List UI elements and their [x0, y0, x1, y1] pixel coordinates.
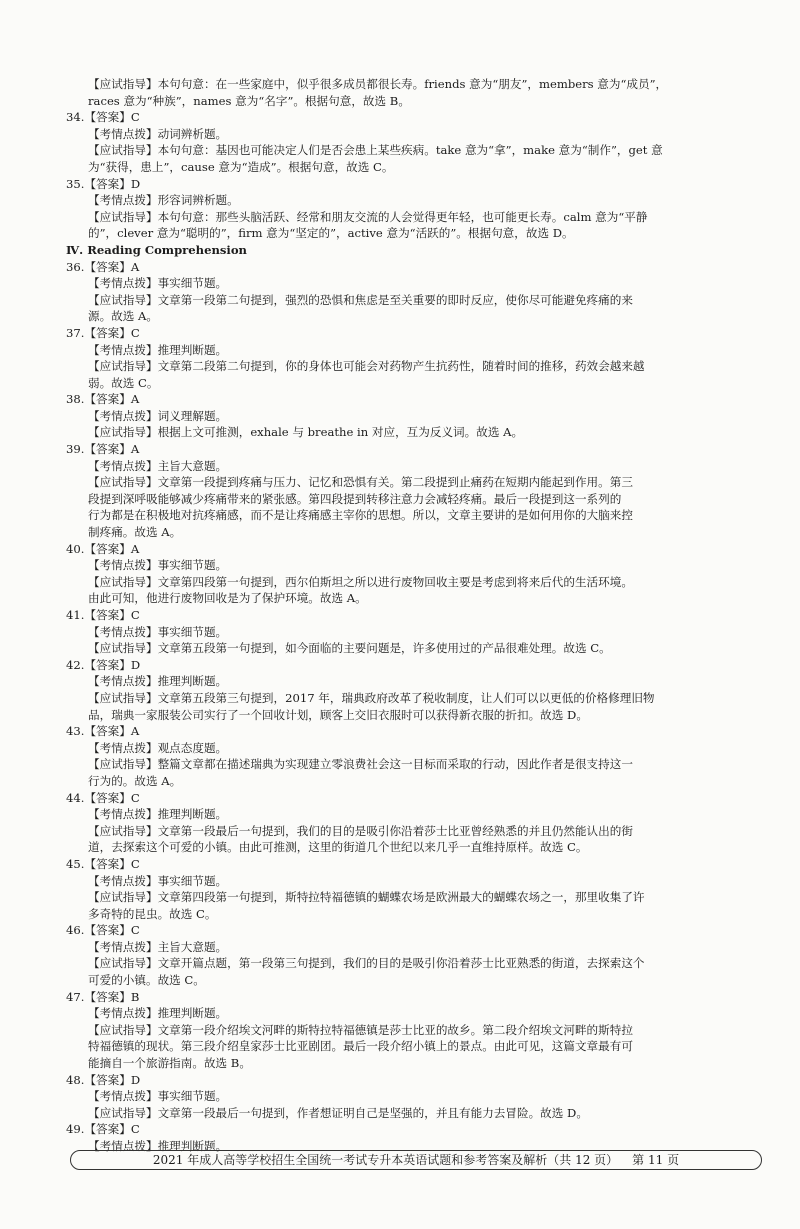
text-line: 由此可知，他进行废物回收是为了保护环境。故选 A。 — [88, 591, 367, 606]
text-line: 可爱的小镇。故选 C。 — [88, 973, 205, 988]
text-line: races 意为“种族”，names 意为“名字”。根据句意，故选 B。 — [88, 93, 410, 108]
text-line: 的”，clever 意为“聪明的”，firm 意为“坚定的”，active 意为“活跃的”。根据句意，故选 D。 — [88, 226, 574, 241]
text-line: 【应试指导】文章第一段第二句提到，强烈的恐惧和焦虑是至关重要的即时反应，使你尽可能避免疼痛的来 — [88, 292, 633, 307]
text-line: 45.【答案】C — [66, 856, 140, 871]
text-line: 【考情点拨】动词辨析题。 — [88, 126, 228, 141]
text-line: 【考情点拨】主旨大意题。 — [88, 939, 228, 954]
text-line: 47.【答案】B — [66, 989, 140, 1004]
footer-title: 2021 年成人高等学校招生全国统一考试专升本英语试题和参考答案及解析（共 12 页） — [152, 1153, 619, 1167]
text-line: 为“获得，患上”，cause 意为“造成”。根据句意，故选 C。 — [88, 159, 394, 174]
text-line: 42.【答案】D — [66, 657, 141, 672]
text-line: 【应试指导】本句句意：那些头脑活跃、经常和朋友交流的人会觉得更年轻，也可能更长寿。calm 意为“平静 — [88, 209, 648, 224]
text-line: 【应试指导】文章第五段第三句提到，2017 年，瑞典政府改革了税收制度，让人们可以以更低的价格修理旧物 — [88, 690, 655, 705]
page-footer — [70, 1150, 762, 1170]
text-line: 41.【答案】C — [66, 608, 140, 622]
text-line: 37.【答案】C — [66, 325, 140, 340]
section-heading: Ⅳ. Reading Comprehension — [66, 242, 247, 257]
text-line: 【考情点拨】推理判断题。 — [88, 342, 228, 357]
text-line: 行为的。故选 A。 — [88, 773, 182, 788]
text-line: 【应试指导】文章第一段提到疼痛与压力、记忆和恐惧有关。第二段提到止痛药在短期内能起到作用。第三 — [88, 475, 633, 490]
text-line: 【应试指导】文章第四段第一句提到，斯特拉特福德镇的蝴蝶农场是欧洲最大的蝴蝶农场之一，那里收集了许 — [88, 890, 645, 905]
answer-content — [66, 76, 756, 1155]
text-line: 【考情点拨】观点态度题。 — [88, 740, 228, 755]
text-line: 49.【答案】C — [66, 1122, 140, 1137]
text-line: 39.【答案】A — [66, 442, 140, 457]
text-line: 【应试指导】文章第四段第一句提到，西尔伯斯坦之所以进行废物回收主要是考虑到将来后代的生活环境。 — [88, 574, 633, 589]
text-line: 【考情点拨】事实细节题。 — [88, 1089, 228, 1104]
text-line: 40.【答案】A — [66, 541, 140, 556]
text-line: 【应试指导】本句句意：在一些家庭中，似乎很多成员都很长寿。friends 意为“朋友”，members 意为“成员”， — [88, 77, 668, 91]
text-line: 【应试指导】文章第一段介绍埃文河畔的斯特拉特福德镇是莎士比亚的故乡。第二段介绍埃文河畔的斯特拉 — [88, 1022, 633, 1037]
text-line: 制疼痛。故选 A。 — [88, 525, 182, 540]
text-line: 行为都是在积极地对抗疼痛感，而不是让疼痛感主宰你的思想。所以，文章主要讲的是如何用你的大脑来控 — [88, 508, 633, 523]
text-line: 【应试指导】文章第二段第二句提到，你的身体也可能会对药物产生抗药性，随着时间的推移，药效会越来越 — [88, 359, 645, 374]
text-line: 【考情点拨】事实细节题。 — [88, 558, 228, 573]
text-line: 43.【答案】A — [66, 724, 140, 739]
text-line: 【考情点拨】推理判断题。 — [88, 1139, 228, 1153]
text-line: 【考情点拨】词义理解题。 — [88, 408, 228, 423]
text-line: 【应试指导】文章第一段最后一句提到，我们的目的是吸引你沿着莎士比亚曾经熟悉的并且仍然能认出的街 — [88, 823, 633, 838]
text-line: 【考情点拨】事实细节题。 — [88, 624, 228, 639]
text-line: 道，去探索这个可爱的小镇。由此可推测，这里的街道几个世纪以来几乎一直维持原样。故选 C。 — [88, 840, 588, 855]
text-line: 弱。故选 C。 — [88, 375, 159, 390]
text-line: 能摘自一个旅游指南。故选 B。 — [88, 1056, 251, 1071]
text-line: 多奇特的昆虫。故选 C。 — [88, 906, 217, 921]
text-line: 源。故选 A。 — [88, 309, 159, 324]
text-line: 【考情点拨】形容词辨析题。 — [88, 193, 239, 208]
text-line: 【应试指导】整篇文章都在描述瑞典为实现建立零浪费社会这一目标而采取的行动，因此作者是很支持这一 — [88, 757, 633, 772]
text-line: 44.【答案】C — [66, 790, 140, 805]
text-line: 【考情点拨】事实细节题。 — [88, 276, 228, 291]
text-line: 35.【答案】D — [66, 176, 141, 191]
text-line: 段提到深呼吸能够减少疼痛带来的紧张感。第四段提到转移注意力会减轻疼痛。最后一段提到这一系列的 — [88, 491, 622, 506]
text-line: 34.【答案】C — [66, 110, 140, 125]
text-line: 【考情点拨】事实细节题。 — [88, 873, 228, 888]
footer-page-number: 第 11 页 — [632, 1153, 680, 1167]
text-line: 38.【答案】A — [66, 392, 140, 407]
text-line: 特福德镇的现状。第三段介绍皇家莎士比亚剧团。最后一段介绍小镇上的景点。由此可见，这篇文章最有可 — [88, 1039, 633, 1054]
text-line: 【应试指导】文章第五段第一句提到，如今面临的主要问题是，许多使用过的产品很难处理。故选 C。 — [88, 641, 611, 656]
text-line: 【应试指导】根据上文可推测，exhale 与 breathe in 对应，互为反义词。故选 A。 — [88, 425, 524, 440]
text-line: 【考情点拨】主旨大意题。 — [88, 458, 228, 473]
text-line: 【考情点拨】推理判断题。 — [88, 1006, 228, 1021]
text-line: 【应试指导】本句句意：基因也可能决定人们是否会患上某些疾病。take 意为“拿”，make 意为“制作”，get 意 — [88, 143, 663, 158]
text-line: 36.【答案】A — [66, 259, 140, 274]
text-line: 【应试指导】文章第一段最后一句提到，作者想证明自己是坚强的，并且有能力去冒险。故选 D。 — [88, 1105, 588, 1120]
text-line: 品，瑞典一家服装公司实行了一个回收计划，顾客上交旧衣服时可以获得新衣服的折扣。故选 D。 — [88, 707, 588, 722]
text-line: 46.【答案】C — [66, 923, 140, 938]
text-line: 【考情点拨】推理判断题。 — [88, 807, 228, 822]
text-line: 48.【答案】D — [66, 1072, 141, 1087]
text-line: 【应试指导】文章开篇点题，第一段第三句提到，我们的目的是吸引你沿着莎士比亚熟悉的街道，去探索这个 — [88, 956, 645, 971]
text-line: 【考情点拨】推理判断题。 — [88, 674, 228, 689]
